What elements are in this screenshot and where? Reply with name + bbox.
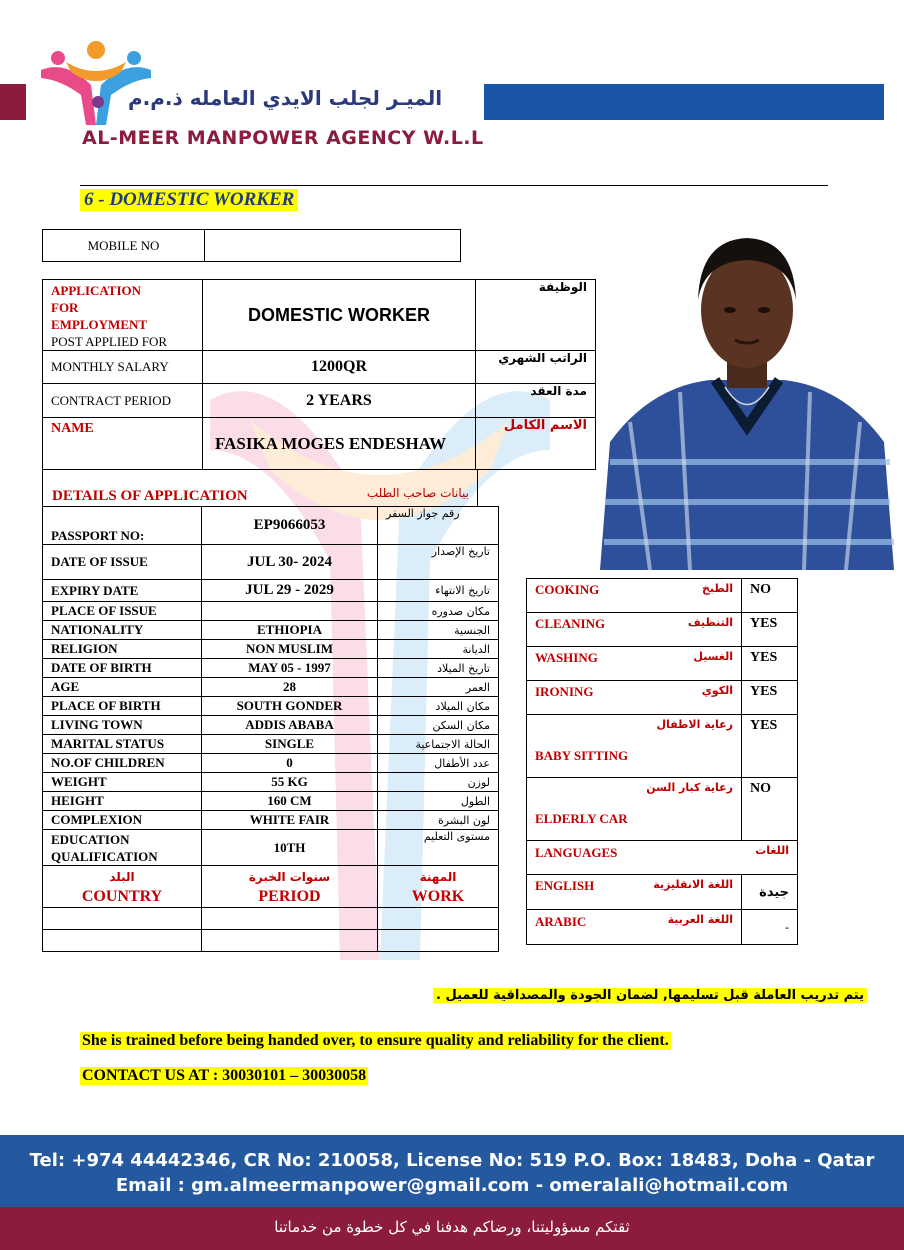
name-label: NAME [43,418,203,470]
place-issue-value [202,602,378,621]
age-label: AGE [43,678,202,697]
languages-header [527,841,798,875]
exp-period-header [202,866,378,908]
details-label: DETAILS OF APPLICATION [52,488,248,504]
religion-ar: الديانة [378,640,499,659]
height-ar: الطول [378,792,499,811]
skill-babysitting-ar: رعاية الاطفال [656,718,733,731]
issue-date-ar: تاريخ الإصدار [378,545,499,580]
lang-arabic-ar: اللغة العربية [667,913,733,926]
issue-date-value: JUL 30- 2024 [202,545,378,580]
children-ar: عدد الأطفال [378,754,499,773]
skill-cooking-ar: الطبخ [701,582,733,595]
lang-arabic [527,910,742,945]
height-label: HEIGHT [43,792,202,811]
skill-washing [527,647,742,681]
skill-washing-label: WASHING [535,650,598,665]
contract-ar: مدة العقد [476,384,596,418]
skill-washing-value: YES [742,647,798,681]
lang-english-label: ENGLISH [535,878,595,893]
issue-date-label: DATE OF ISSUE [43,545,202,580]
marital-value: SINGLE [202,735,378,754]
details-table [42,506,499,952]
marital-ar: الحالة الاجتماعية [378,735,499,754]
contract-value: 2 YEARS [203,384,476,418]
exp-row-cell [378,930,499,952]
exp-country-ar: البلد [109,869,135,884]
training-note-arabic: يتم تدريب العاملة قبل تسليمها, لضمان الجودة والمصداقية للعميل . [433,988,867,1003]
post-ar: الوظيفة [476,280,596,351]
exp-work: WORK [411,887,465,905]
details-ar: بيانات صاحب الطلب [366,486,469,500]
skills-table [526,578,798,945]
header-left-bar [0,84,26,120]
place-issue-label: PLACE OF ISSUE [43,602,202,621]
expiry-date-value: JUL 29 - 2029 [202,580,378,602]
mobile-label: MOBILE NO [43,230,205,262]
lang-english [527,875,742,910]
complexion-value: WHITE FAIR [202,811,378,830]
post-label-red: APPLICATION FOR EMPLOYMENT [51,283,148,332]
skill-elderly-ar: رعاية كبار السن [646,781,733,794]
footer-tagline-band [0,1207,904,1250]
skill-ironing-value: YES [742,681,798,715]
skill-elderly-label: ELDERLY CAR [535,811,628,826]
footer-line-1: Tel: +974 44442346, CR No: 210058, License No: 519 P.O. Box: 18483, Doha - Qatar [29,1150,875,1171]
passport-label: PASSPORT NO: [43,507,202,545]
lang-english-value: جيدة [742,875,798,910]
footer-tagline: ثقتكم مسؤوليتنا، ورضاكم هدفنا في كل خطوة من خدماتنا [274,1218,630,1236]
footer-contact-band [0,1135,904,1207]
skill-babysitting [527,715,742,778]
contact-line: CONTACT US AT : 30030101 – 30030058 [82,1067,367,1084]
skill-cleaning-ar: التنظيف [687,616,733,629]
exp-period: PERIOD [258,887,321,905]
salary-ar: الراتب الشهري [476,351,596,384]
passport-ar: رقم جواز السفر [378,507,499,545]
skill-babysitting-label: BABY SITTING [535,748,629,763]
exp-row-cell [202,908,378,930]
skill-babysitting-value: YES [742,715,798,778]
training-note-english: She is trained before being handed over, to ensure quality and reliability for the client. [82,1032,669,1049]
exp-row-cell [43,930,202,952]
education-ar: مستوى التعليم [378,830,499,866]
exp-country: COUNTRY [81,887,163,905]
title-rule [80,185,828,186]
name-value: FASIKA MOGES ENDESHAW [203,418,476,470]
lang-english-ar: اللغة الانقليزية [653,878,733,891]
skill-elderly-value: NO [742,778,798,841]
religion-value: NON MUSLIM [202,640,378,659]
age-ar: العمر [378,678,499,697]
section-title: 6 - DOMESTIC WORKER [80,189,298,211]
languages-ar: اللغات [755,844,789,857]
complexion-ar: لون البشرة [378,811,499,830]
post-label-cell [43,280,203,351]
exp-work-ar: المهنة [419,869,457,884]
living-town-ar: مكان السكن [378,716,499,735]
exp-row-cell [378,908,499,930]
age-value: 28 [202,678,378,697]
expiry-date-ar: تاريخ الانتهاء [378,580,499,602]
skill-cleaning-value: YES [742,613,798,647]
skill-ironing [527,681,742,715]
skill-washing-ar: الغسيل [693,650,733,663]
dob-label: DATE OF BIRTH [43,659,202,678]
languages-label: LANGUAGES [535,845,618,860]
exp-work-header [378,866,499,908]
height-value: 160 CM [202,792,378,811]
nationality-label: NATIONALITY [43,621,202,640]
mobile-table [42,229,461,262]
dob-ar: تاريخ الميلاد [378,659,499,678]
living-town-value: ADDIS ABABA [202,716,378,735]
details-header [42,470,478,506]
company-name-english: AL-MEER MANPOWER AGENCY W.L.L [82,127,484,149]
mobile-value [205,230,461,262]
skill-ironing-label: IRONING [535,684,594,699]
religion-label: RELIGION [43,640,202,659]
applicant-photo [590,212,904,570]
skill-cleaning [527,613,742,647]
skill-cooking-value: NO [742,579,798,613]
place-issue-ar: مكان صدوره [378,602,499,621]
passport-value: EP9066053 [202,507,378,545]
weight-value: 55 KG [202,773,378,792]
contract-label: CONTRACT PERIOD [43,384,203,418]
birthplace-label: PLACE OF BIRTH [43,697,202,716]
birthplace-ar: مكان الميلاد [378,697,499,716]
birthplace-value: SOUTH GONDER [202,697,378,716]
marital-label: MARITAL STATUS [43,735,202,754]
exp-period-ar: سنوات الخبرة [248,869,331,884]
nationality-ar: الجنسية [378,621,499,640]
expiry-date-label: EXPIRY DATE [43,580,202,602]
skill-ironing-ar: الكوي [701,684,733,697]
application-table [42,279,596,470]
salary-value: 1200QR [203,351,476,384]
weight-label: WEIGHT [43,773,202,792]
skill-cleaning-label: CLEANING [535,616,606,631]
dob-value: MAY 05 - 1997 [202,659,378,678]
children-value: 0 [202,754,378,773]
lang-arabic-value: - [742,910,798,945]
skill-cooking [527,579,742,613]
company-logo [36,40,156,126]
lang-arabic-label: ARABIC [535,914,587,929]
education-value: 10TH [202,830,378,866]
header-right-bar [484,84,884,120]
education-label: EDUCATION QUALIFICATION [43,830,202,866]
skill-elderly [527,778,742,841]
living-town-label: LIVING TOWN [43,716,202,735]
post-value: DOMESTIC WORKER [203,280,476,351]
post-label: POST APPLIED FOR [51,334,168,349]
complexion-label: COMPLEXION [43,811,202,830]
footer-line-2: Email : gm.almeermanpower@gmail.com - omeralali@hotmail.com [115,1175,789,1196]
nationality-value: ETHIOPIA [202,621,378,640]
exp-row-cell [202,930,378,952]
name-ar: الاسم الكامل [476,418,596,470]
exp-country-header [43,866,202,908]
exp-row-cell [43,908,202,930]
company-name-arabic: الميـر لجلب الايدي العامله ذ.م.م [128,86,443,110]
salary-label: MONTHLY SALARY [43,351,203,384]
weight-ar: لوزن [378,773,499,792]
children-label: NO.OF CHILDREN [43,754,202,773]
skill-cooking-label: COOKING [535,582,600,597]
